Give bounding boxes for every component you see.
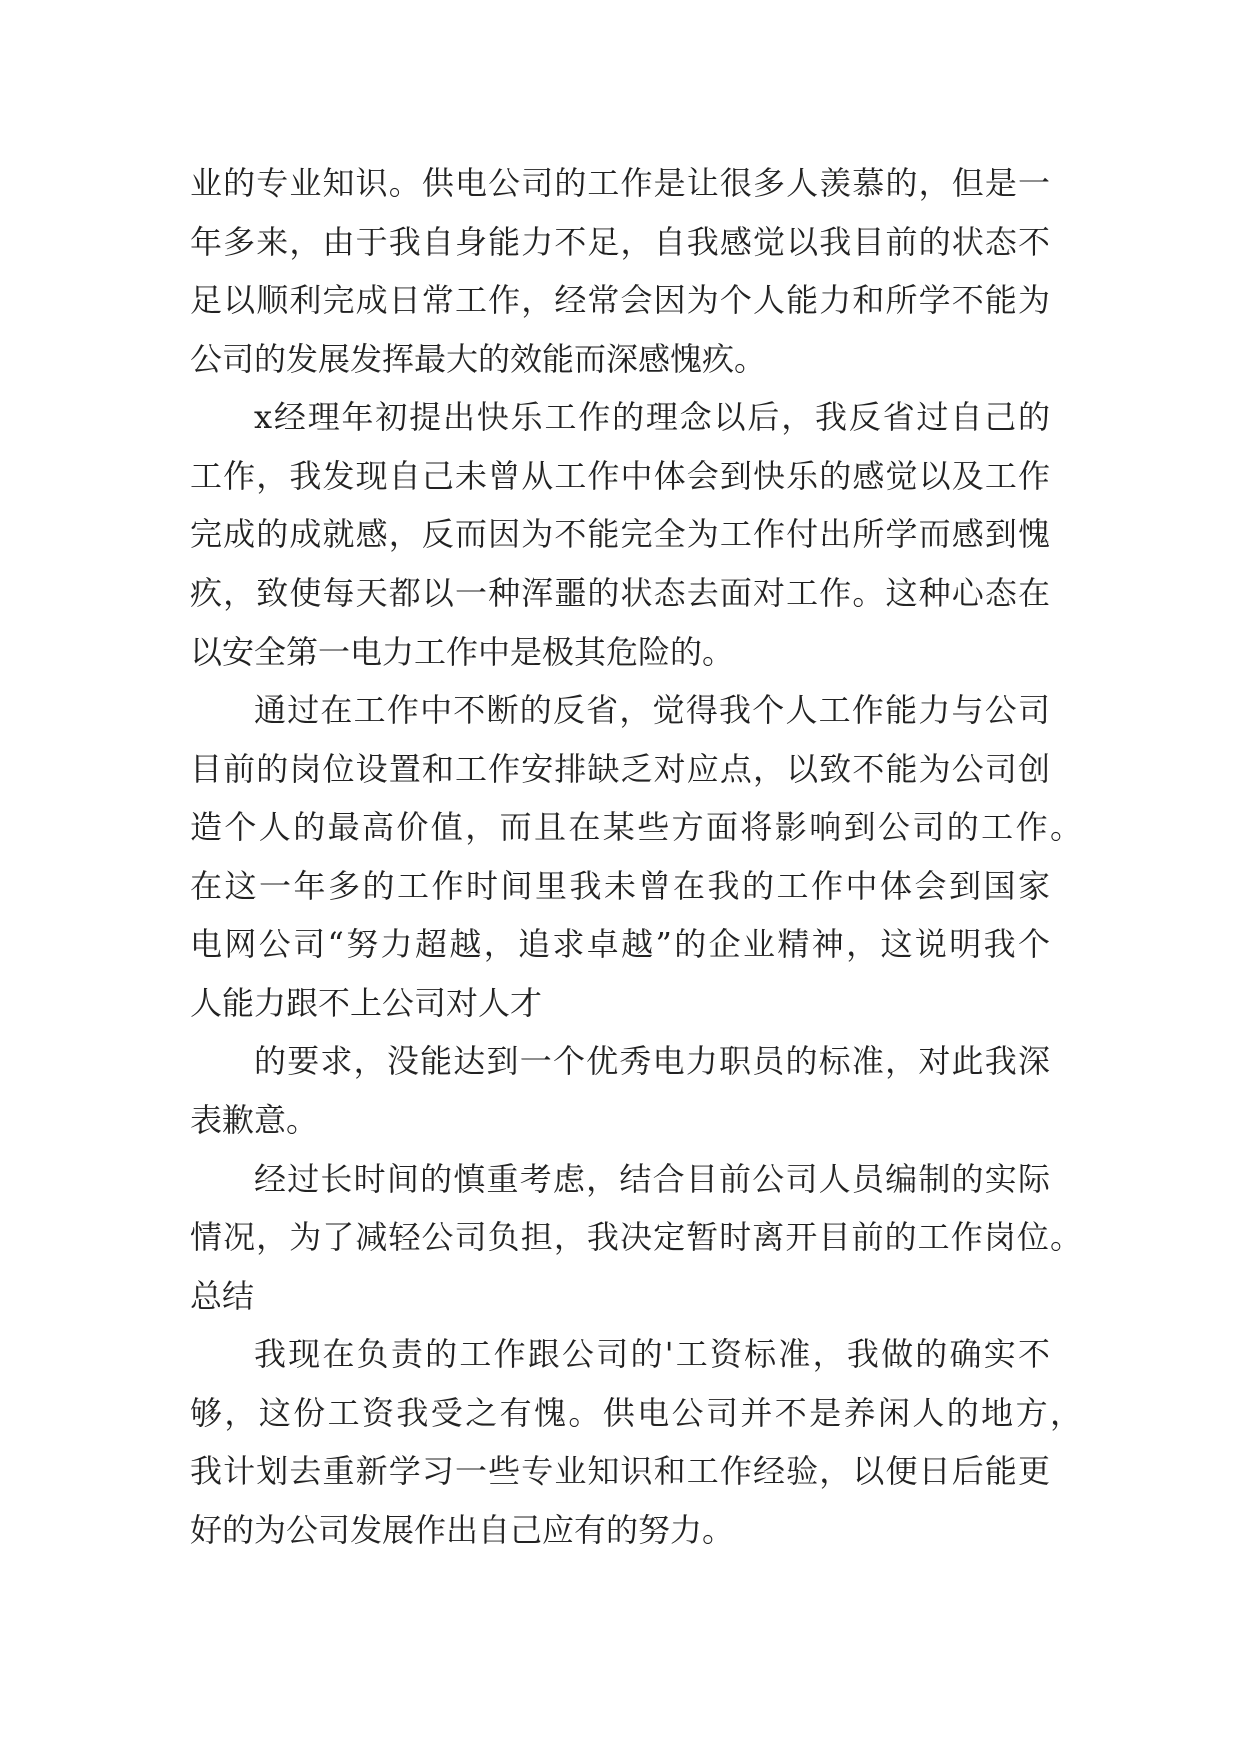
text-line: 目前的岗位设置和工作安排缺乏对应点，以致不能为公司创 <box>190 749 1050 788</box>
paragraph <box>190 1150 1090 1267</box>
paragraph <box>190 388 1090 681</box>
text-line: 经过长时间的慎重考虑，结合目前公司人员编制的实际 <box>254 1159 1050 1198</box>
text-line: 人能力跟不上公司对人才 <box>190 983 543 1022</box>
paragraph <box>190 1267 1090 1326</box>
text-line: x经理年初提出快乐工作的理念以后，我反省过自己的 <box>254 398 1050 437</box>
paragraph <box>190 154 1090 388</box>
text-line: 通过在工作中不断的反省，觉得我个人工作能力与公司 <box>254 691 1050 730</box>
text-line: 完成的成就感，反而因为不能完全为工作付出所学而感到愧 <box>190 515 1050 554</box>
text-line: 以安全第一电力工作中是极其危险的。 <box>190 632 735 671</box>
text-line: 业的专业知识。供电公司的工作是让很多人羡慕的，但是一 <box>190 164 1050 202</box>
text-line: 疚，致使每天都以一种浑噩的状态去面对工作。这种心态在 <box>190 573 1050 612</box>
text-line: 我计划去重新学习一些专业知识和工作经验，以便日后能更 <box>190 1452 1050 1491</box>
text-line: 造个人的最高价值，而且在某些方面将影响到公司的工作。 <box>190 808 1082 847</box>
paragraph <box>190 681 1090 1032</box>
text-line: 表歉意。 <box>190 1101 319 1139</box>
paragraph <box>190 1325 1090 1559</box>
text-line: 电网公司“努力超越，追求卓越”的企业精神，这说明我个 <box>190 925 1050 964</box>
text-line: 年多来，由于我自身能力不足，自我感觉以我目前的状态不 <box>190 222 1050 261</box>
text-line: 情况，为了减轻公司负担，我决定暂时离开目前的工作岗位。 <box>190 1218 1082 1257</box>
text-line: 足以顺利完成日常工作，经常会因为个人能力和所学不能为 <box>190 281 1050 320</box>
text-line: 够，这份工资我受之有愧。供电公司并不是养闲人的地方， <box>190 1393 1082 1432</box>
text-line: 总结 <box>190 1276 255 1315</box>
text-line: 公司的发展发挥最大的效能而深感愧疚。 <box>190 339 767 378</box>
text-line: 我现在负责的工作跟公司的'工资标准，我做的确实不 <box>254 1335 1050 1374</box>
text-line: 在这一年多的工作时间里我未曾在我的工作中体会到国家 <box>190 866 1050 905</box>
text-line: 的要求，没能达到一个优秀电力职员的标准，对此我深 <box>254 1042 1050 1081</box>
paragraph <box>190 1032 1090 1149</box>
text-line: 好的为公司发展作出自己应有的努力。 <box>190 1510 735 1549</box>
text-line: 工作，我发现自己未曾从工作中体会到快乐的感觉以及工作 <box>190 456 1050 495</box>
document-body <box>190 154 1090 1560</box>
